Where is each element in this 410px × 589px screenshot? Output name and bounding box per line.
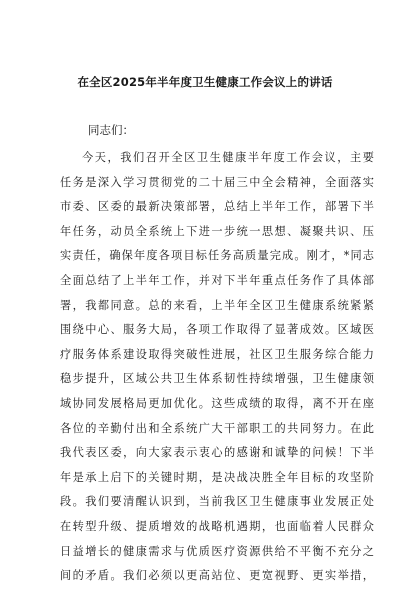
body-line: 市委、区委的最新决策部署，总结上半年工作，部署下半 [60,200,374,214]
body-line: 任务是深入学习贯彻党的二十届三中全会精神，全面落实 [60,175,374,189]
body-line: 间的矛盾。我们必须以更高站位、更宽视野、更实举措， [60,569,374,583]
body-line: 域协同发展格局更加优化。这些成绩的取得，离不开在座 [60,396,374,410]
body-line: 年是承上启下的关键时期，是决战决胜全年目标的攻坚阶 [60,470,374,484]
speech-body [60,146,374,589]
body-line: 在转型升级、提质增效的战略机遇期，也面临着人民群众 [60,519,374,533]
body-line: 日益增长的健康需求与优质医疗资源供给不平衡不充分之 [60,544,374,558]
body-line: 署，我都同意。总的来看，上半年全区卫生健康系统紧紧 [60,298,374,312]
body-line: 实责任，确保年度各项目标任务高质量完成。刚才，*同志 [60,249,374,263]
body-line: 全面总结了上半年工作，并对下半年重点任务作了具体部 [60,273,374,287]
body-line: 各位的辛勤付出和全系统广大干部职工的共同努力。在此 [60,421,374,435]
body-line: 年任务，动员全系统上下进一步统一思想、凝聚共识、压 [60,224,374,238]
body-line: 稳步提升，区域公共卫生体系韧性持续增强，卫生健康领 [60,372,374,386]
body-line: 我代表区委，向大家表示衷心的感谢和诚挚的问候！下半 [60,446,374,460]
body-line: 疗服务体系建设取得突破性进展，社区卫生服务综合能力 [60,347,374,361]
body-line: 今天，我们召开全区卫生健康半年度工作会议，主要 [82,151,374,164]
body-line: 段。我们要清醒认识到，当前我区卫生健康事业发展正处 [60,495,374,509]
body-line: 围绕中心、服务大局，各项工作取得了显著成效。区域医 [60,323,374,337]
salutation: 同志们： [88,123,134,137]
document-title: 在全区2025年半年度卫生健康工作会议上的讲话 [77,75,333,89]
